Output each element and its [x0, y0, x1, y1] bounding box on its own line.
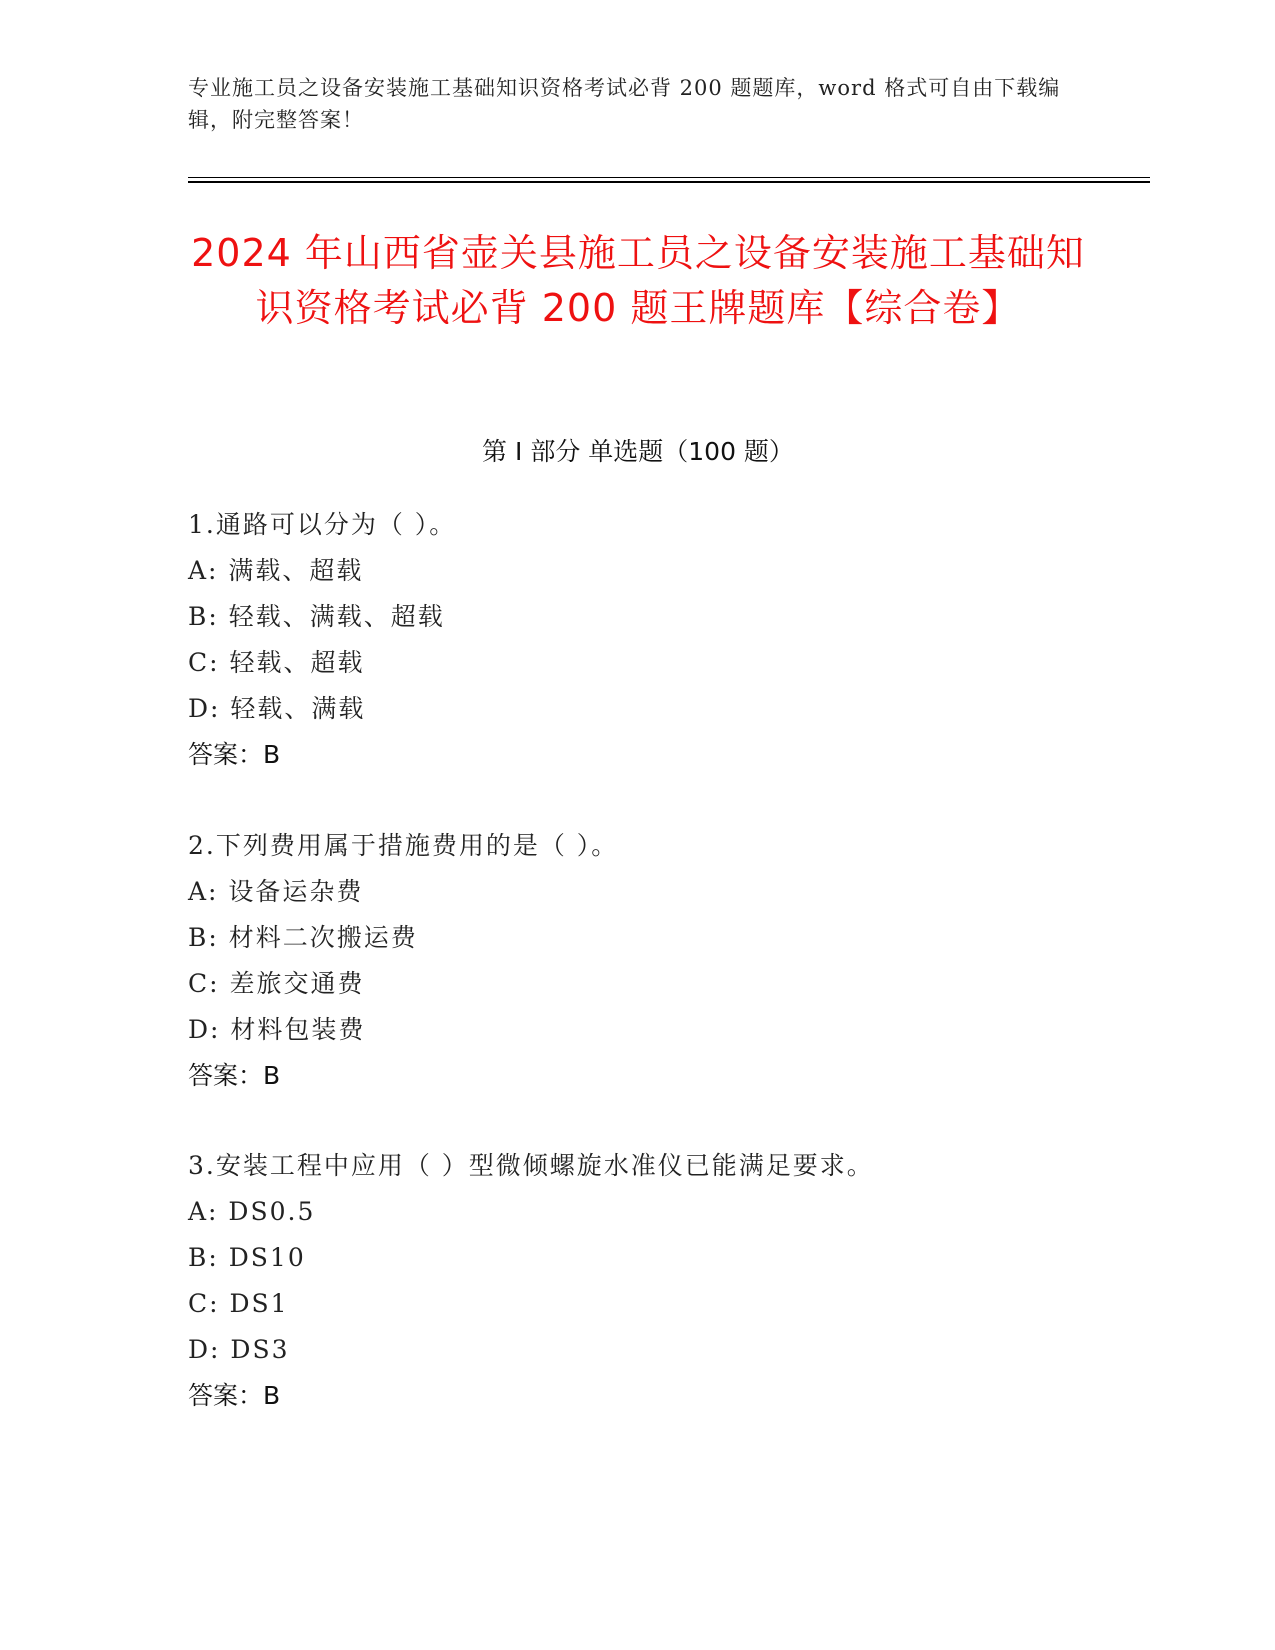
header-divider-thin — [188, 177, 1150, 178]
option-c: C: 差旅交通费 — [188, 969, 365, 998]
question-1 — [188, 502, 1108, 778]
option-c: C: 轻载、超载 — [188, 648, 365, 677]
question-stem: 2.下列费用属于措施费用的是（ ）。 — [188, 831, 619, 860]
option-b: B: 材料二次搬运费 — [188, 923, 418, 952]
option-d: D: 轻载、满载 — [188, 694, 366, 723]
option-a: A: 满载、超载 — [188, 556, 364, 585]
option-a: A: DS0.5 — [188, 1197, 316, 1226]
option-c: C: DS1 — [188, 1289, 289, 1318]
option-d: D: 材料包装费 — [188, 1015, 366, 1044]
question-2 — [188, 823, 1108, 1099]
answer-label: 答案：B — [188, 1381, 281, 1410]
header-note: 专业施工员之设备安装施工基础知识资格考试必背 200 题题库，word 格式可自由下载编辑，附完整答案！ — [188, 76, 1061, 132]
question-3 — [188, 1143, 1108, 1419]
option-a: A: 设备运杂费 — [188, 877, 364, 906]
section-heading: 第 I 部分 单选题（100 题） — [482, 437, 794, 466]
option-b: B: 轻载、满载、超载 — [188, 602, 445, 631]
option-d: D: DS3 — [188, 1335, 290, 1364]
answer-label: 答案：B — [188, 1061, 281, 1090]
answer-label: 答案：B — [188, 740, 281, 769]
header-divider-thick — [188, 181, 1150, 183]
document-title: 2024 年山西省壶关县施工员之设备安装施工基础知识资格考试必背 200 题王牌题库【综合卷】 — [191, 231, 1085, 330]
question-stem: 1.通路可以分为（ ）。 — [188, 510, 457, 539]
option-b: B: DS10 — [188, 1243, 306, 1272]
question-stem: 3.安装工程中应用（ ）型微倾螺旋水准仪已能满足要求。 — [188, 1151, 874, 1180]
